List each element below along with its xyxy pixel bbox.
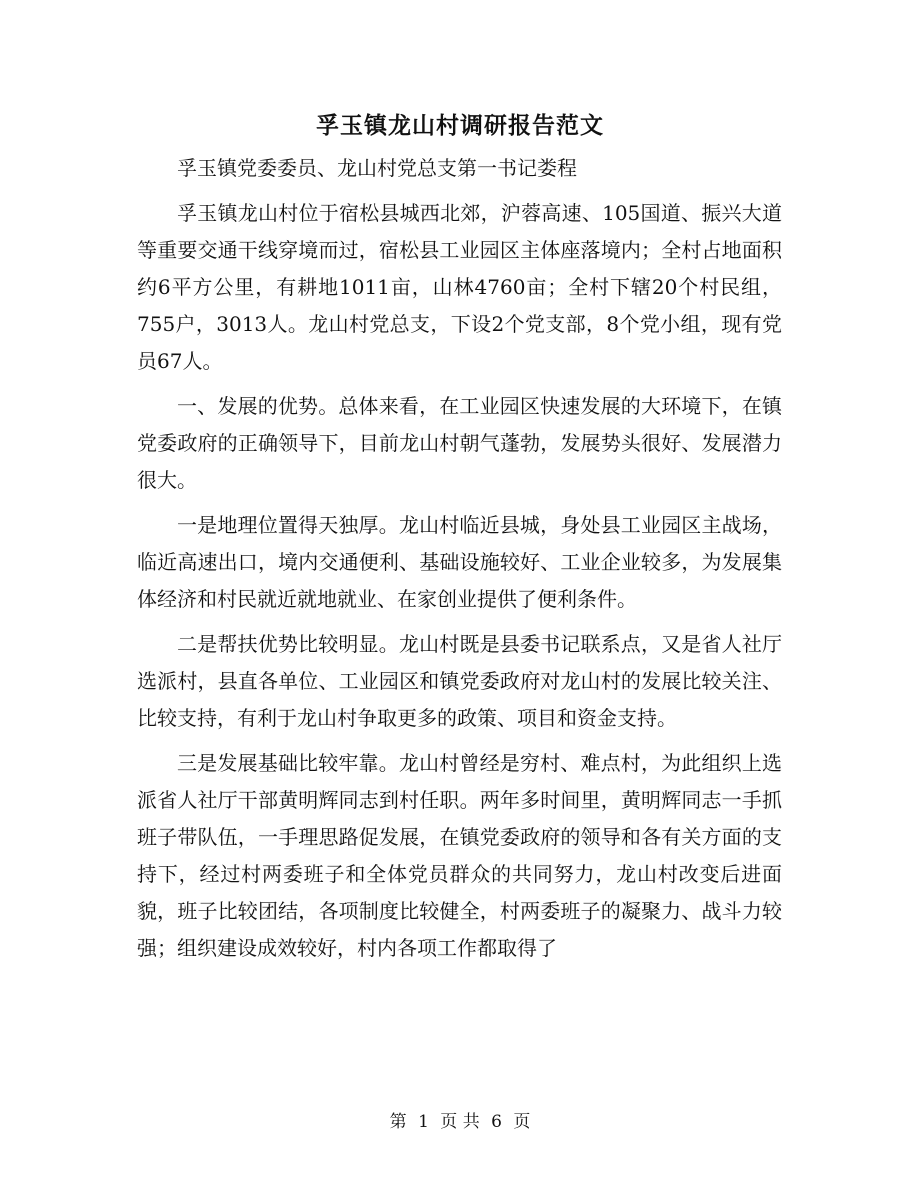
paragraph-intro: 孚玉镇龙山村位于宿松县城西北郊，沪蓉高速、105国道、振兴大道等重要交通干线穿境而过，宿松县工业园区主体座落境内；全村占地面积约6平方公里，有耕地1011亩，山林4760亩；全村下辖20个村民组，755户，3013人。龙山村党总支，下设2个党支部，8个党小组，现有党员67人。 [137, 201, 782, 373]
document-body [137, 150, 782, 975]
author-line: 孚玉镇党委委员、龙山村党总支第一书记娄程 [177, 156, 577, 180]
document-title: 孚玉镇龙山村调研报告范文 [316, 112, 604, 139]
paragraph-location: 一是地理位置得天独厚。龙山村临近县城，身处县工业园区主战场，临近高速出口，境内交通便利、基础设施较好、工业企业较多，为发展集体经济和村民就近就地就业、在家创业提供了便利条件。 [137, 513, 782, 611]
footer-page-number: 1 [418, 1112, 429, 1132]
footer-prefix: 第 [389, 1112, 407, 1132]
page-footer [0, 1108, 920, 1136]
paragraph-foundation: 三是发展基础比较牢靠。龙山村曾经是穷村、难点村，为此组织上选派省人社厅干部黄明辉同志到村任职。两年多时间里，黄明辉同志一手抓班子带队伍，一手理思路促发展，在镇党委政府的领导和各有关方面的支持下，经过村两委班子和全体党员群众的共同努力，龙山村改变后进面貌，班子比较团结，各项制度比较健全，村两委班子的凝聚力、战斗力较强；组织建设成效较好，村内各项工作都取得了 [137, 751, 782, 960]
paragraph-advantages: 一、发展的优势。总体来看，在工业园区快速发展的大环境下，在镇党委政府的正确领导下，目前龙山村朝气蓬勃，发展势头很好、发展潜力很大。 [137, 394, 782, 492]
footer-middle: 页 共 [440, 1112, 480, 1132]
footer-suffix: 页 [513, 1112, 531, 1132]
footer-total-pages: 6 [491, 1112, 502, 1132]
paragraph-support: 二是帮扶优势比较明显。龙山村既是县委书记联系点，又是省人社厅选派村，县直各单位、工业园区和镇党委政府对龙山村的发展比较关注、比较支持，有利于龙山村争取更多的政策、项目和资金支持。 [137, 632, 782, 730]
